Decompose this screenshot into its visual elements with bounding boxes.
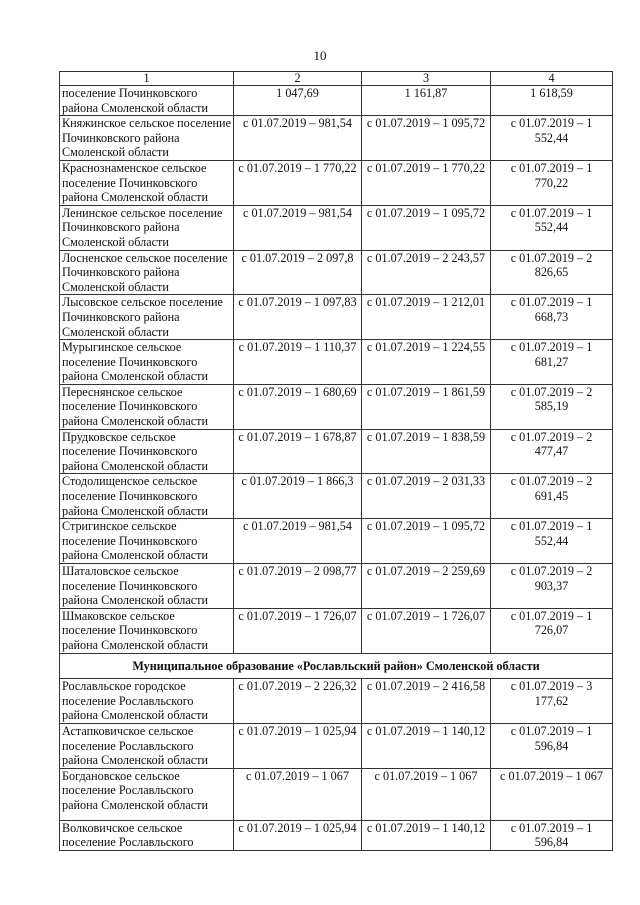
- settlement-name-cell: Богдановское сельское поселение Рославльского района Смоленской области: [60, 768, 234, 820]
- table-body: [60, 86, 613, 851]
- tariff-cell-col2: с 01.07.2019 – 981,54: [234, 116, 362, 161]
- column-header-3: 3: [362, 72, 491, 86]
- tariff-cell-col4: с 01.07.2019 – 1 552,44: [491, 205, 613, 250]
- table-header-row: [60, 72, 613, 86]
- tariff-cell-col4: с 01.07.2019 – 2 477,47: [491, 429, 613, 474]
- column-header-4: 4: [491, 72, 613, 86]
- settlement-name-cell: поселение Починковского района Смоленской области: [60, 86, 234, 116]
- table-row: [60, 86, 613, 116]
- tariff-cell-col4: с 01.07.2019 – 2 691,45: [491, 474, 613, 519]
- tariff-cell-col2: с 01.07.2019 – 1 025,94: [234, 723, 362, 768]
- settlement-name-cell: Шаталовское сельское поселение Починковского района Смоленской области: [60, 564, 234, 609]
- tariff-cell-col4: с 01.07.2019 – 1 770,22: [491, 160, 613, 205]
- tariff-cell-col2: с 01.07.2019 – 1 678,87: [234, 429, 362, 474]
- table-row: [60, 608, 613, 653]
- tariff-cell-col3: с 01.07.2019 – 2 259,69: [362, 564, 491, 609]
- tariff-cell-col3: с 01.07.2019 – 1 140,12: [362, 820, 491, 850]
- table-row: [60, 474, 613, 519]
- tariff-cell-col2: с 01.07.2019 – 1 025,94: [234, 820, 362, 850]
- table-row: [60, 250, 613, 295]
- table-row: [60, 768, 613, 820]
- tariff-cell-col4: с 01.07.2019 – 2 585,19: [491, 384, 613, 429]
- tariff-cell-col4: с 01.07.2019 – 1 681,27: [491, 340, 613, 385]
- tariff-cell-col4: с 01.07.2019 – 2 826,65: [491, 250, 613, 295]
- tariff-cell-col4: с 01.07.2019 – 1 726,07: [491, 608, 613, 653]
- tariff-cell-col2: с 01.07.2019 – 981,54: [234, 205, 362, 250]
- table-row: [60, 160, 613, 205]
- tariff-cell-col4: с 01.07.2019 – 1 067: [491, 768, 613, 820]
- tariff-cell-col2: с 01.07.2019 – 2 098,77: [234, 564, 362, 609]
- table-row: [60, 723, 613, 768]
- column-header-1: 1: [60, 72, 234, 86]
- tariff-cell-col2: с 01.07.2019 – 2 097,8: [234, 250, 362, 295]
- settlement-name-cell: Княжинское сельское поселение Починковского района Смоленской области: [60, 116, 234, 161]
- tariff-cell-col2: с 01.07.2019 – 1 097,83: [234, 295, 362, 340]
- section-header-row: [60, 653, 613, 679]
- tariff-cell-col4: с 01.07.2019 – 1 552,44: [491, 519, 613, 564]
- tariff-cell-col4: с 01.07.2019 – 1 596,84: [491, 820, 613, 850]
- settlement-name-cell: Мурыгинское сельское поселение Починковского района Смоленской области: [60, 340, 234, 385]
- tariff-cell-col3: с 01.07.2019 – 1 095,72: [362, 205, 491, 250]
- settlement-name-cell: Шмаковское сельское поселение Починковского района Смоленской области: [60, 608, 234, 653]
- page-number: 10: [313, 48, 327, 63]
- tariff-cell-col2: с 01.07.2019 – 1 726,07: [234, 608, 362, 653]
- tariff-cell-col3: с 01.07.2019 – 1 095,72: [362, 116, 491, 161]
- tariff-cell-col3: с 01.07.2019 – 1 067: [362, 768, 491, 820]
- table-row: [60, 519, 613, 564]
- table-row: [60, 205, 613, 250]
- section-title: Муниципальное образование «Рославльский район» Смоленской области: [60, 653, 613, 679]
- tariff-cell-col3: с 01.07.2019 – 1 861,59: [362, 384, 491, 429]
- tariff-cell-col3: с 01.07.2019 – 1 770,22: [362, 160, 491, 205]
- tariff-cell-col2: с 01.07.2019 – 1 680,69: [234, 384, 362, 429]
- tariff-cell-col3: с 01.07.2019 – 1 838,59: [362, 429, 491, 474]
- table-row: [60, 116, 613, 161]
- settlement-name-cell: Переснянское сельское поселение Починковского района Смоленской области: [60, 384, 234, 429]
- settlement-name-cell: Лосненское сельское поселение Починковского района Смоленской области: [60, 250, 234, 295]
- tariff-cell-col2: с 01.07.2019 – 1 110,37: [234, 340, 362, 385]
- tariff-cell-col3: с 01.07.2019 – 1 726,07: [362, 608, 491, 653]
- tariff-cell-col2: с 01.07.2019 – 1 067: [234, 768, 362, 820]
- tariff-cell-col4: с 01.07.2019 – 1 668,73: [491, 295, 613, 340]
- tariff-cell-col3: с 01.07.2019 – 2 416,58: [362, 679, 491, 724]
- column-header-2: 2: [234, 72, 362, 86]
- tariff-cell-col3: с 01.07.2019 – 1 212,01: [362, 295, 491, 340]
- tariff-cell-col3: с 01.07.2019 – 1 224,55: [362, 340, 491, 385]
- table-row: [60, 820, 613, 850]
- table-row: [60, 564, 613, 609]
- tariff-cell-col3: с 01.07.2019 – 2 031,33: [362, 474, 491, 519]
- table-row: [60, 429, 613, 474]
- tariff-cell-col3: с 01.07.2019 – 2 243,57: [362, 250, 491, 295]
- table-row: [60, 384, 613, 429]
- settlement-name-cell: Ленинское сельское поселение Починковского района Смоленской области: [60, 205, 234, 250]
- tariff-cell-col4: с 01.07.2019 – 1 596,84: [491, 723, 613, 768]
- settlement-name-cell: Прудковское сельское поселение Починковского района Смоленской области: [60, 429, 234, 474]
- tariff-cell-col4: с 01.07.2019 – 3 177,62: [491, 679, 613, 724]
- tariff-cell-col3: с 01.07.2019 – 1 095,72: [362, 519, 491, 564]
- settlement-name-cell: Астапковичское сельское поселение Рославльского района Смоленской области: [60, 723, 234, 768]
- tariff-cell-col3: с 01.07.2019 – 1 140,12: [362, 723, 491, 768]
- tariff-cell-col2: с 01.07.2019 – 1 770,22: [234, 160, 362, 205]
- tariff-cell-col2: с 01.07.2019 – 981,54: [234, 519, 362, 564]
- settlement-name-cell: Краснознаменское сельское поселение Починковского района Смоленской области: [60, 160, 234, 205]
- tariff-table: [59, 71, 613, 851]
- tariff-cell-col4: с 01.07.2019 – 1 552,44: [491, 116, 613, 161]
- table-row: [60, 340, 613, 385]
- tariff-cell-col2: 1 047,69: [234, 86, 362, 116]
- tariff-cell-col2: с 01.07.2019 – 2 226,32: [234, 679, 362, 724]
- table-row: [60, 679, 613, 724]
- tariff-cell-col2: с 01.07.2019 – 1 866,3: [234, 474, 362, 519]
- settlement-name-cell: Рославльское городское поселение Рославльского района Смоленской области: [60, 679, 234, 724]
- settlement-name-cell: Стодолищенское сельское поселение Починковского района Смоленской области: [60, 474, 234, 519]
- settlement-name-cell: Волковичское сельское поселение Рославльского: [60, 820, 234, 850]
- settlement-name-cell: Стригинское сельское поселение Починковского района Смоленской области: [60, 519, 234, 564]
- tariff-cell-col4: с 01.07.2019 – 2 903,37: [491, 564, 613, 609]
- tariff-cell-col4: 1 618,59: [491, 86, 613, 116]
- tariff-cell-col3: 1 161,87: [362, 86, 491, 116]
- settlement-name-cell: Лысовское сельское поселение Починковского района Смоленской области: [60, 295, 234, 340]
- table-row: [60, 295, 613, 340]
